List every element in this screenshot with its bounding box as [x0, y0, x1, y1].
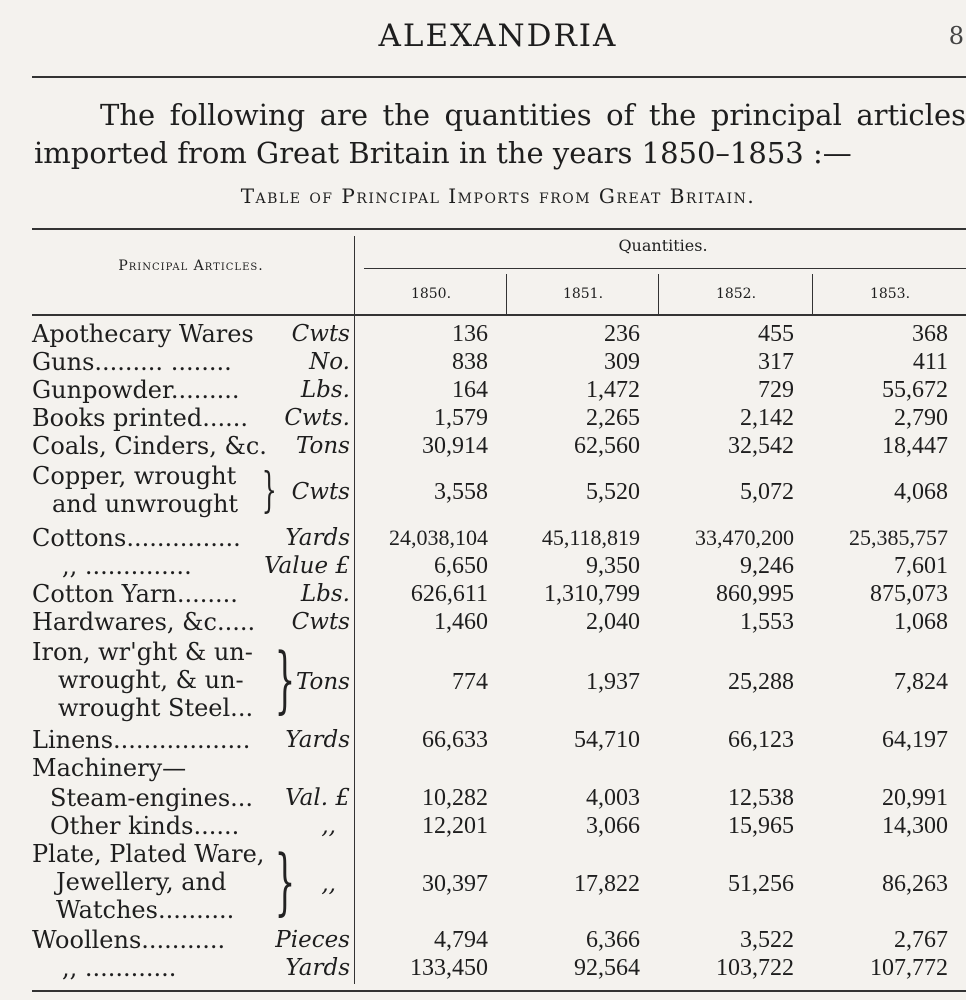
row-label: Steam-engines... [50, 784, 254, 812]
table-row [0, 376, 966, 404]
value-1850: 1,460 [434, 609, 488, 635]
row-label: Other kinds...... [50, 812, 240, 840]
table-row [0, 638, 966, 722]
value-1850: 30,914 [422, 433, 488, 459]
table-row [0, 812, 966, 840]
value-1850: 1,579 [434, 405, 488, 431]
table-caption: Table of Principal Imports from Great Britain. [240, 184, 756, 208]
value-1852: 1,553 [740, 609, 794, 635]
value-1850: 30,397 [422, 871, 488, 897]
value-1852: 5,072 [740, 479, 794, 505]
value-1851: 1,310,799 [544, 581, 640, 607]
row-unit: Yards [285, 727, 350, 753]
row-unit: Cwts. [284, 405, 350, 431]
row-unit: ,, [321, 813, 336, 839]
quantities-rule [364, 268, 966, 269]
value-1851: 1,472 [586, 377, 640, 403]
row-label-continued: wrought, & un- [58, 666, 244, 694]
value-1853: 1,068 [894, 609, 948, 635]
value-1851: 2,265 [586, 405, 640, 431]
row-unit: Yards [285, 955, 350, 981]
row-label-continued: Watches.......... [56, 896, 235, 924]
row-unit: Lbs. [300, 377, 350, 403]
row-unit: Tons [295, 433, 350, 459]
year-1853: 1853. [869, 286, 911, 302]
value-1853: 7,601 [894, 553, 948, 579]
value-1852: 51,256 [728, 871, 794, 897]
value-1850: 24,038,104 [389, 525, 488, 550]
value-1853: 64,197 [882, 727, 948, 753]
value-1850: 66,633 [422, 727, 488, 753]
value-1851: 236 [604, 321, 640, 347]
row-label: Woollens........... [32, 926, 226, 954]
row-label-continued: wrought Steel... [58, 694, 254, 722]
brace-icon: } [274, 637, 296, 721]
value-1850: 626,611 [410, 581, 488, 607]
row-unit: Cwts [291, 321, 350, 347]
value-1850: 3,558 [434, 479, 488, 505]
value-1851: 54,710 [574, 727, 640, 753]
value-1853: 25,385,757 [849, 525, 948, 550]
value-1850: 4,794 [434, 927, 488, 953]
value-1853: 7,824 [894, 669, 948, 695]
value-1853: 875,073 [870, 581, 948, 607]
articles-column-header: Principal Articles. [118, 258, 264, 274]
row-label: Cottons............... [32, 524, 241, 552]
value-1853: 2,767 [894, 927, 948, 953]
table-row [0, 608, 966, 636]
row-unit: Val. £ [285, 785, 350, 811]
quantities-header: Quantities. [618, 236, 708, 255]
row-label: Hardwares, &c..... [32, 608, 256, 636]
row-label: Linens.................. [32, 726, 251, 754]
table-row [0, 524, 966, 552]
row-label: ,, .............. [62, 552, 192, 580]
row-label: Cotton Yarn........ [32, 580, 238, 608]
row-label: Copper, wrought [32, 462, 237, 490]
row-unit: ,, [321, 871, 336, 897]
value-1852: 33,470,200 [695, 525, 794, 550]
value-1852: 317 [758, 349, 794, 375]
page-number-fragment: 8 [948, 22, 964, 50]
value-1853: 107,772 [870, 955, 948, 981]
value-1850: 136 [452, 321, 488, 347]
row-unit: Cwts [291, 479, 350, 505]
row-label: Iron, wr'ght & un- [32, 638, 253, 666]
intro-text: The following are the quantities of the principal articles imported from Great Britain in the years 1850–1853 :— [34, 98, 966, 170]
value-1851: 62,560 [574, 433, 640, 459]
value-1853: 411 [912, 349, 948, 375]
table-row [0, 348, 966, 376]
table-row [0, 432, 966, 460]
brace-icon: } [274, 839, 296, 923]
value-1853: 2,790 [894, 405, 948, 431]
value-1851: 5,520 [586, 479, 640, 505]
value-1851: 6,366 [586, 927, 640, 953]
value-1850: 133,450 [410, 955, 488, 981]
value-1852: 12,538 [728, 785, 794, 811]
value-1853: 55,672 [882, 377, 948, 403]
row-unit: Value £ [264, 553, 350, 579]
row-label: Gunpowder......... [32, 376, 240, 404]
table-row [0, 320, 966, 348]
value-1853: 18,447 [882, 433, 948, 459]
table-row [0, 926, 966, 954]
value-1852: 2,142 [740, 405, 794, 431]
value-1851: 3,066 [586, 813, 640, 839]
value-1851: 1,937 [586, 669, 640, 695]
table-row [0, 754, 966, 782]
value-1852: 455 [758, 321, 794, 347]
year-divider-2 [658, 274, 659, 314]
value-1852: 25,288 [728, 669, 794, 695]
row-label: Machinery— [32, 754, 187, 782]
value-1850: 6,650 [434, 553, 488, 579]
value-1850: 12,201 [422, 813, 488, 839]
intro-paragraph [34, 96, 966, 172]
brace-icon: } [261, 462, 277, 518]
value-1852: 860,995 [716, 581, 794, 607]
value-1853: 14,300 [882, 813, 948, 839]
value-1851: 4,003 [586, 785, 640, 811]
row-label: Plate, Plated Ware, [32, 840, 265, 868]
row-unit: Lbs. [300, 581, 350, 607]
value-1853: 20,991 [882, 785, 948, 811]
table-row [0, 580, 966, 608]
year-1850: 1850. [410, 286, 452, 302]
year-divider-3 [812, 274, 813, 314]
row-unit: Yards [285, 525, 350, 551]
value-1852: 3,522 [740, 927, 794, 953]
value-1850: 774 [452, 669, 488, 695]
row-label: Apothecary Wares [32, 320, 254, 348]
title-rule [32, 76, 966, 78]
value-1852: 103,722 [716, 955, 794, 981]
value-1850: 838 [452, 349, 488, 375]
table-row [0, 404, 966, 432]
table-row [0, 726, 966, 754]
table-row [0, 552, 966, 580]
year-1852: 1852. [715, 286, 757, 302]
table-row [0, 462, 966, 518]
value-1852: 9,246 [740, 553, 794, 579]
year-1851: 1851. [562, 286, 604, 302]
value-1851: 45,118,819 [541, 525, 640, 550]
value-1853: 86,263 [882, 871, 948, 897]
year-divider-1 [506, 274, 507, 314]
value-1853: 368 [912, 321, 948, 347]
row-label: ,, ............ [62, 954, 177, 982]
row-label: Guns......... ........ [32, 348, 232, 376]
value-1852: 66,123 [728, 727, 794, 753]
value-1850: 164 [452, 377, 488, 403]
table-row [0, 954, 966, 982]
table-row [0, 784, 966, 812]
row-unit: No. [309, 349, 350, 375]
row-label-continued: and unwrought [52, 490, 239, 518]
table-top-rule [32, 228, 966, 230]
value-1852: 729 [758, 377, 794, 403]
row-label: Coals, Cinders, &c. [32, 432, 267, 460]
value-1853: 4,068 [894, 479, 948, 505]
row-unit: Tons [295, 669, 350, 695]
row-unit: Cwts [291, 609, 350, 635]
value-1851: 2,040 [586, 609, 640, 635]
row-unit: Pieces [275, 927, 350, 953]
value-1851: 17,822 [574, 871, 640, 897]
table-bottom-rule [32, 990, 966, 992]
value-1850: 10,282 [422, 785, 488, 811]
value-1852: 32,542 [728, 433, 794, 459]
value-1851: 92,564 [574, 955, 640, 981]
row-label-continued: Jewellery, and [56, 868, 227, 896]
table-row [0, 840, 966, 924]
row-label: Books printed...... [32, 404, 248, 432]
header-bottom-rule [32, 314, 966, 316]
value-1852: 15,965 [728, 813, 794, 839]
value-1851: 9,350 [586, 553, 640, 579]
page-title: ALEXANDRIA [378, 18, 618, 54]
value-1851: 309 [604, 349, 640, 375]
